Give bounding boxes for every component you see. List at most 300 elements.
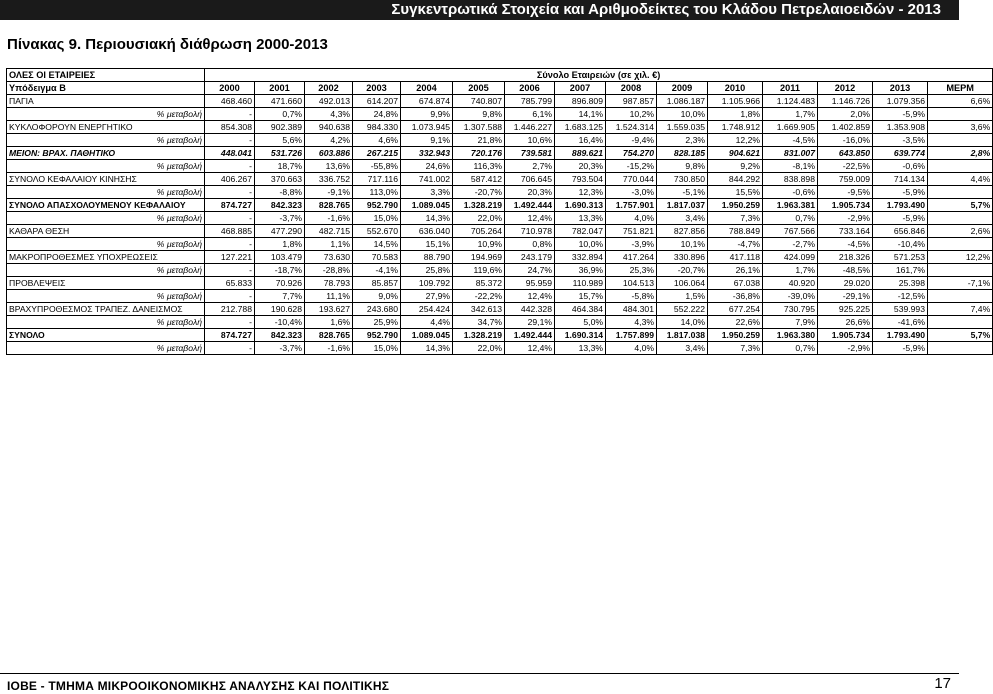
table-cell: 674.874 [401,95,453,108]
table-cell: -55,8% [353,160,401,173]
table-cell: 741.002 [401,173,453,186]
table-cell: 7,3% [708,342,763,355]
table-cell: 78.793 [305,277,353,290]
table-cell: 342.613 [453,303,505,316]
table-cell: 1.963.380 [763,329,818,342]
table-cell: -3,5% [873,134,928,147]
table-cell: 267.215 [353,147,401,160]
table-cell: -4,5% [763,134,818,147]
header-title: Συγκεντρωτικά Στοιχεία και Αριθμοδείκτες του Κλάδου Πετρελαιοειδών - 2013 [391,1,941,18]
row-label: % μεταβολή [7,186,205,199]
table-corner-top: ΟΛΕΣ ΟΙ ΕΤΑΙΡΕΙΕΣ [7,69,205,82]
table-cell: 844.292 [708,173,763,186]
table-cell: - [205,108,255,121]
table-cell: -20,7% [657,264,708,277]
table-cell: 889.621 [555,147,606,160]
table-cell: -0,6% [763,186,818,199]
table-cell: 9,2% [708,160,763,173]
table-cell: 1.446.227 [505,121,555,134]
table-cell: 1.905.734 [818,329,873,342]
table-cell: 1.492.444 [505,199,555,212]
table-cell: 767.566 [763,225,818,238]
table-cell: 603.886 [305,147,353,160]
column-header: 2003 [353,82,401,95]
table-cell: 4,0% [606,212,657,225]
table-cell: 854.308 [205,121,255,134]
table-cell: 730.850 [657,173,708,186]
table-cell: 3,3% [401,186,453,199]
table-cell: 587.412 [453,173,505,186]
table-cell: 827.856 [657,225,708,238]
table-cell: - [205,290,255,303]
table-cell: -1,6% [305,342,353,355]
table-row-change [7,342,993,355]
table-cell: 1.328.219 [453,329,505,342]
table-cell: 9,0% [353,290,401,303]
table-cell: 4,3% [606,316,657,329]
table-cell: 705.264 [453,225,505,238]
column-header: 2012 [818,82,873,95]
table-cell: 4,0% [606,342,657,355]
column-header: 2006 [505,82,555,95]
table-cell: 477.290 [255,225,305,238]
table-cell: -22,5% [818,160,873,173]
table-cell: 2,6% [928,225,993,238]
table-cell: 828.765 [305,199,353,212]
table-cell: 782.047 [555,225,606,238]
table-cell: -39,0% [763,290,818,303]
table-cell: -9,5% [818,186,873,199]
table-cell: -0,6% [873,160,928,173]
table-cell: 16,4% [555,134,606,147]
table-row-change [7,108,993,121]
table-cell: 1.757.899 [606,329,657,342]
table-cell: 571.253 [873,251,928,264]
table-cell: 36,9% [555,264,606,277]
table-cell: 739.581 [505,147,555,160]
table-cell: 720.176 [453,147,505,160]
table-cell: 1,6% [305,316,353,329]
table-cell: - [205,212,255,225]
table-cell [928,264,993,277]
table-cell: 759.009 [818,173,873,186]
row-label: ΜΕΙΟΝ: ΒΡΑΧ. ΠΑΘΗΤΙΚΟ [7,147,205,160]
table-cell: - [205,134,255,147]
table-cell: -5,8% [606,290,657,303]
table-cell: -1,6% [305,212,353,225]
table-cell: -20,7% [453,186,505,199]
table-cell: 106.064 [657,277,708,290]
table-cell: -8,1% [763,160,818,173]
row-label: ΣΥΝΟΛΟ ΚΕΦΑΛΑΙΟΥ ΚΙΝΗΣΗΣ [7,173,205,186]
table-cell: 614.207 [353,95,401,108]
table-cell: - [205,264,255,277]
row-label: % μεταβολή [7,264,205,277]
column-header: 2005 [453,82,505,95]
table-cell: 20,3% [505,186,555,199]
table-cell: 119,6% [453,264,505,277]
table-cell: 733.164 [818,225,873,238]
table-cell: 24,6% [401,160,453,173]
table-cell: 751.821 [606,225,657,238]
table-cell: 828.185 [657,147,708,160]
table-cell: 2,0% [818,108,873,121]
page-number: 17 [934,675,951,692]
table-cell [928,134,993,147]
table-cell: 1.492.444 [505,329,555,342]
table-cell: -3,9% [606,238,657,251]
table-cell: 1.307.588 [453,121,505,134]
table-cell: 677.254 [708,303,763,316]
table-cell: 15,0% [353,342,401,355]
table-cell: 952.790 [353,199,401,212]
table-row [7,303,993,316]
balance-structure-table [6,68,993,355]
table-cell: 24,7% [505,264,555,277]
table-cell: 1.950.259 [708,199,763,212]
table-corner-bottom: Υπόδειγμα Β [7,82,205,95]
table-cell: 5,7% [928,329,993,342]
table-cell: 1.086.187 [657,95,708,108]
row-label: ΣΥΝΟΛΟ ΑΠΑΣΧΟΛΟΥΜΕΝΟΥ ΚΕΦΑΛΑΙΟΥ [7,199,205,212]
row-label: % μεταβολή [7,134,205,147]
table-cell: 0,7% [763,212,818,225]
table-cell: -10,4% [873,238,928,251]
table-cell: 332.894 [555,251,606,264]
table-cell: 10,2% [606,108,657,121]
table-row-change [7,264,993,277]
row-label: ΣΥΝΟΛΟ [7,329,205,342]
table-cell: 15,1% [401,238,453,251]
row-label: % μεταβολή [7,290,205,303]
table-cell: -3,7% [255,342,305,355]
table-cell: 4,2% [305,134,353,147]
table-cell: 1,8% [708,108,763,121]
table-cell: 770.044 [606,173,657,186]
table-cell: 332.943 [401,147,453,160]
table-cell: - [205,160,255,173]
table-cell: 12,4% [505,342,555,355]
table-cell: 6,1% [505,108,555,121]
table-row-change [7,238,993,251]
column-header: 2004 [401,82,453,95]
column-header: ΜΕΡΜ [928,82,993,95]
table-cell: 740.807 [453,95,505,108]
table-cell: 902.389 [255,121,305,134]
page-title: Πίνακας 9. Περιουσιακή διάθρωση 2000-2013 [7,36,328,53]
table-row [7,95,993,108]
table-cell: -5,9% [873,342,928,355]
table-cell: -15,2% [606,160,657,173]
column-header: 2011 [763,82,818,95]
table-cell: 10,0% [657,108,708,121]
table-cell: 3,4% [657,342,708,355]
table-cell: -10,4% [255,316,305,329]
table-cell: 10,1% [657,238,708,251]
table-cell: -48,5% [818,264,873,277]
table-cell: -12,5% [873,290,928,303]
table-cell: 1.817.038 [657,329,708,342]
table-cell: 73.630 [305,251,353,264]
table-cell: 417.118 [708,251,763,264]
table-cell: 730.795 [763,303,818,316]
table-cell: -5,9% [873,186,928,199]
table-cell: -4,5% [818,238,873,251]
table-cell: -5,9% [873,108,928,121]
table-cell: 109.792 [401,277,453,290]
table-cell: 190.628 [255,303,305,316]
table-cell: 34,7% [453,316,505,329]
table-row [7,147,993,160]
table-cell: -22,2% [453,290,505,303]
table-cell: 828.765 [305,329,353,342]
footer-divider [0,673,959,674]
table-cell: 9,8% [657,160,708,173]
table-row [7,173,993,186]
table-cell: 22,6% [708,316,763,329]
table-cell: -4,7% [708,238,763,251]
table-cell: - [205,316,255,329]
table-cell: 18,7% [255,160,305,173]
table-row [7,225,993,238]
table-cell: - [205,342,255,355]
table-cell: 14,3% [401,342,453,355]
table-cell: 1.524.314 [606,121,657,134]
row-label: ΒΡΑΧΥΠΡΟΘΕΣΜΟΣ ΤΡΑΠΕΖ. ΔΑΝΕΙΣΜΟΣ [7,303,205,316]
table-cell [928,316,993,329]
table-cell: 14,5% [353,238,401,251]
table-cell: 468.460 [205,95,255,108]
row-label: ΚΑΘΑΡΑ ΘΕΣΗ [7,225,205,238]
table-cell: 40.920 [763,277,818,290]
table-cell: 14,1% [555,108,606,121]
table-cell: 65.833 [205,277,255,290]
table-cell: 14,0% [657,316,708,329]
table-cell: 417.264 [606,251,657,264]
table-cell: 468.885 [205,225,255,238]
table-cell: 1.683.125 [555,121,606,134]
table-cell: 448.041 [205,147,255,160]
row-label: ΠΑΓΙΑ [7,95,205,108]
table-cell: -5,1% [657,186,708,199]
table-cell: 2,7% [505,160,555,173]
table-cell: 482.715 [305,225,353,238]
table-cell: -9,1% [305,186,353,199]
table-cell: 336.752 [305,173,353,186]
table-cell: 193.627 [305,303,353,316]
table-cell: 15,0% [353,212,401,225]
table-cell: 838.898 [763,173,818,186]
table-cell: 12,4% [505,212,555,225]
table-cell: 1.124.483 [763,95,818,108]
table-row [7,251,993,264]
table-cell: 717.116 [353,173,401,186]
table-cell: 896.809 [555,95,606,108]
table-cell: 874.727 [205,329,255,342]
table-cell: 7,4% [928,303,993,316]
table-cell: 5,6% [255,134,305,147]
table-cell: 26,1% [708,264,763,277]
table-cell: -5,9% [873,212,928,225]
table-cell: 330.896 [657,251,708,264]
table-cell [928,160,993,173]
table-cell: 492.013 [305,95,353,108]
table-cell: -16,0% [818,134,873,147]
table-cell: 639.774 [873,147,928,160]
table-cell: 212.788 [205,303,255,316]
table-cell: 464.384 [555,303,606,316]
table-cell: 70.583 [353,251,401,264]
table-cell: 243.680 [353,303,401,316]
table-cell: 127.221 [205,251,255,264]
table-cell: 1.669.905 [763,121,818,134]
table-cell: 1,7% [763,264,818,277]
table-cell: - [205,238,255,251]
table-cell: 874.727 [205,199,255,212]
table-cell: 1.105.966 [708,95,763,108]
table-cell: 1.079.356 [873,95,928,108]
table-row-change [7,212,993,225]
table-cell: 984.330 [353,121,401,134]
table-cell: 22,0% [453,212,505,225]
table-cell [928,342,993,355]
table-cell [928,108,993,121]
table-cell: 85.857 [353,277,401,290]
table-cell: 25,3% [606,264,657,277]
table-cell: -3,7% [255,212,305,225]
table-cell: 67.038 [708,277,763,290]
table-cell: 706.645 [505,173,555,186]
table-cell: -8,8% [255,186,305,199]
table-cell: 113,0% [353,186,401,199]
table-cell: 1,5% [657,290,708,303]
table-cell: 1.089.045 [401,329,453,342]
table-cell: 88.790 [401,251,453,264]
table-cell: 406.267 [205,173,255,186]
table-cell: 1.073.945 [401,121,453,134]
column-header: 2008 [606,82,657,95]
table-row [7,199,993,212]
table-cell: 1.748.912 [708,121,763,134]
table-cell: 6,6% [928,95,993,108]
table-cell: 1.690.314 [555,329,606,342]
table-cell: 29,1% [505,316,555,329]
table-cell: 636.040 [401,225,453,238]
table-cell: 1.089.045 [401,199,453,212]
table-cell: 5,7% [928,199,993,212]
table-cell: 161,7% [873,264,928,277]
column-header: 2013 [873,82,928,95]
row-label: ΚΥΚΛΟΦΟΡΟΥΝ ΕΝΕΡΓΗΤΙΚΟ [7,121,205,134]
row-label: ΠΡΟΒΛΕΨΕΙΣ [7,277,205,290]
table-cell: -7,1% [928,277,993,290]
table-cell: -9,4% [606,134,657,147]
table-cell: 940.638 [305,121,353,134]
table-cell: 12,3% [555,186,606,199]
table-cell: -29,1% [818,290,873,303]
table-row [7,121,993,134]
column-header: 2007 [555,82,606,95]
column-header: 2010 [708,82,763,95]
table-cell: 656.846 [873,225,928,238]
column-header: 2009 [657,82,708,95]
row-label: % μεταβολή [7,342,205,355]
table-cell: 788.849 [708,225,763,238]
table-cell: 9,1% [401,134,453,147]
table-cell: 643.850 [818,147,873,160]
table-cell: 4,6% [353,134,401,147]
table-cell: 3,6% [928,121,993,134]
table-cell: 14,3% [401,212,453,225]
table-row-change [7,134,993,147]
table-cell: 1,8% [255,238,305,251]
header-bar [0,0,959,20]
table-cell: 5,0% [555,316,606,329]
table-cell: 70.926 [255,277,305,290]
table-cell: 218.326 [818,251,873,264]
table-row-change [7,316,993,329]
table-cell: 987.857 [606,95,657,108]
table-cell: 11,1% [305,290,353,303]
table-cell: 1,1% [305,238,353,251]
table-cell: 1.402.859 [818,121,873,134]
table-cell: 194.969 [453,251,505,264]
table-cell: 1.963.381 [763,199,818,212]
column-header: 2000 [205,82,255,95]
table-cell: -2,9% [818,342,873,355]
table-cell: 13,6% [305,160,353,173]
column-header: 2002 [305,82,353,95]
table-cell: 2,3% [657,134,708,147]
table-cell [928,290,993,303]
table-cell [928,238,993,251]
table-cell: -4,1% [353,264,401,277]
table-cell: 552.222 [657,303,708,316]
table-cell: -28,8% [305,264,353,277]
table-cell: 29.020 [818,277,873,290]
table-cell: 10,6% [505,134,555,147]
table-cell: 20,3% [555,160,606,173]
table-cell: 1.146.726 [818,95,873,108]
table-cell: 925.225 [818,303,873,316]
table-cell: 710.978 [505,225,555,238]
table-cell: 539.993 [873,303,928,316]
table-cell: 15,7% [555,290,606,303]
table-cell: 104.513 [606,277,657,290]
table-cell: 85.372 [453,277,505,290]
table-cell: -3,0% [606,186,657,199]
table-cell: -36,8% [708,290,763,303]
table-cell: 26,6% [818,316,873,329]
table-cell [928,212,993,225]
row-label: % μεταβολή [7,108,205,121]
table-cell: 15,5% [708,186,763,199]
table-header-years-row [7,82,993,95]
table-cell: 1.793.490 [873,199,928,212]
table-row-change [7,186,993,199]
table-cell: 531.726 [255,147,305,160]
table-cell: 10,0% [555,238,606,251]
table-cell: 1.817.037 [657,199,708,212]
table-cell: 0,7% [255,108,305,121]
table-cell: 484.301 [606,303,657,316]
table-cell: 4,3% [305,108,353,121]
table-cell: 3,4% [657,212,708,225]
table-cell: -2,9% [818,212,873,225]
table-cell: 552.670 [353,225,401,238]
table-cell: 842.323 [255,199,305,212]
table-cell: 1.690.313 [555,199,606,212]
